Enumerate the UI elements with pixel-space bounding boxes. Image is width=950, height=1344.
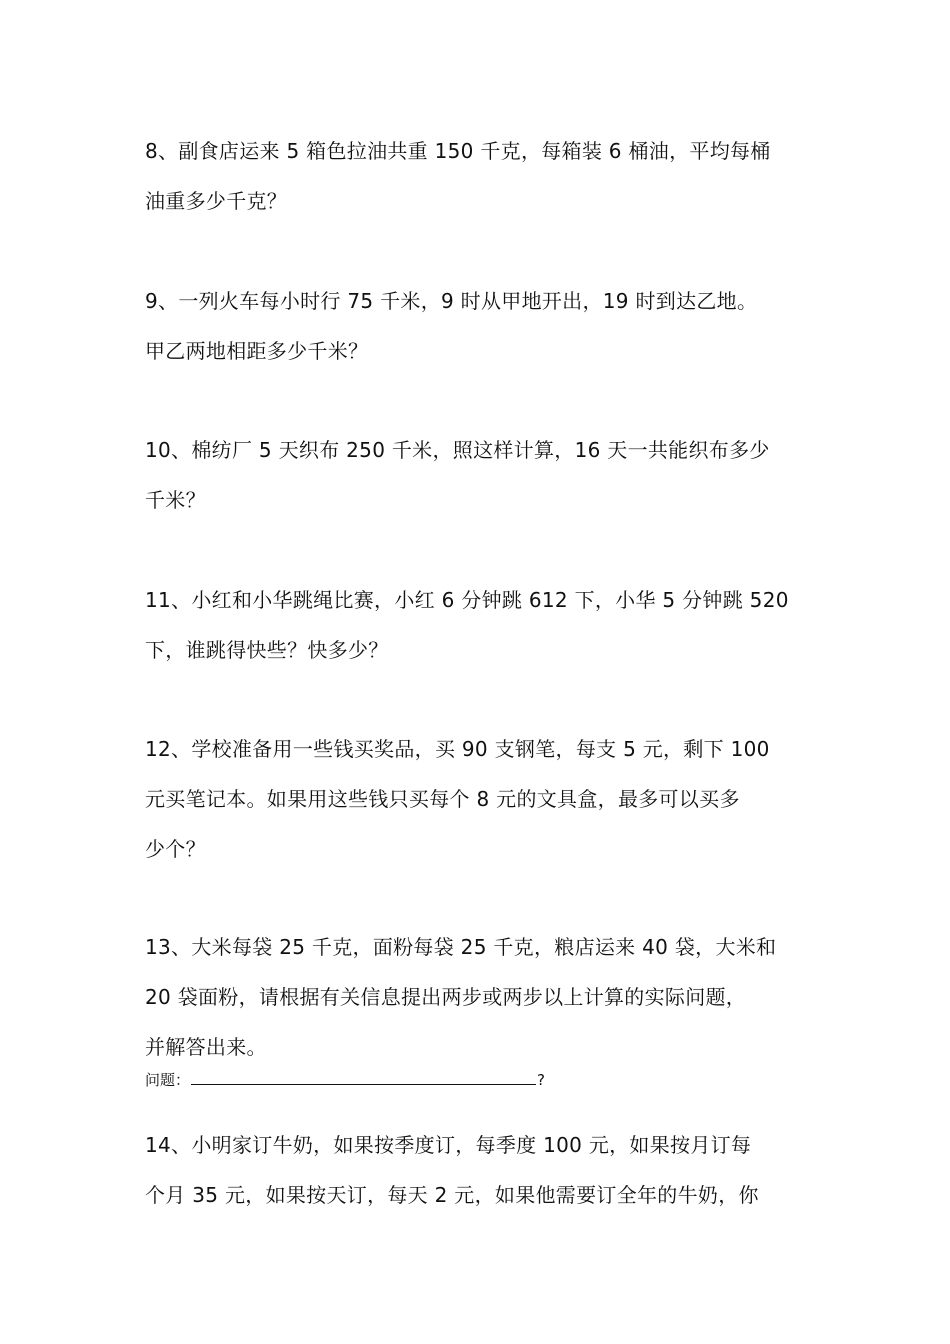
- question-end-mark: ?: [537, 1071, 545, 1089]
- problem-9-line-2: 甲乙两地相距多少千米？: [145, 339, 369, 363]
- problem-13: [145, 922, 810, 1072]
- question-blank[interactable]: [191, 1070, 536, 1085]
- problem-8-line-1: 8、副食店运来 5 箱色拉油共重 150 千克，每箱装 6 桶油，平均每桶: [145, 139, 771, 163]
- problem-13-line-3: 并解答出来。: [145, 1035, 267, 1059]
- problem-10-line-1: 10、棉纺厂 5 天织布 250 千米，照这样计算，16 天一共能织布多少: [145, 438, 770, 462]
- problem-9-line-1: 9、一列火车每小时行 75 千米，9 时从甲地开出，19 时到达乙地。: [145, 289, 758, 313]
- problem-14-line-2: 个月 35 元，如果按天订，每天 2 元，如果他需要订全年的牛奶，你: [145, 1183, 759, 1207]
- question-prompt: [145, 1070, 545, 1090]
- problem-13-line-1: 13、大米每袋 25 千克，面粉每袋 25 千克，粮店运来 40 袋，大米和: [145, 935, 777, 959]
- problem-8: [145, 126, 810, 226]
- problem-12-line-2: 元买笔记本。如果用这些钱只买每个 8 元的文具盒，最多可以买多: [145, 787, 740, 811]
- problem-11-line-2: 下，谁跳得快些？快多少？: [145, 638, 389, 662]
- problem-12-line-3: 少个？: [145, 837, 206, 861]
- problem-11-line-1: 11、小红和小华跳绳比赛，小红 6 分钟跳 612 下，小华 5 分钟跳 520: [145, 588, 789, 612]
- problem-10: [145, 425, 810, 525]
- question-label: 问题：: [145, 1071, 191, 1089]
- problem-11: [145, 575, 810, 675]
- problem-12-line-1: 12、学校准备用一些钱买奖品，买 90 支钢笔，每支 5 元，剩下 100: [145, 737, 770, 761]
- problem-14-line-1: 14、小明家订牛奶，如果按季度订，每季度 100 元，如果按月订每: [145, 1133, 752, 1157]
- problem-12: [145, 724, 810, 874]
- problem-14: [145, 1120, 810, 1220]
- problem-13-line-2: 20 袋面粉，请根据有关信息提出两步或两步以上计算的实际问题，: [145, 985, 747, 1009]
- problem-8-line-2: 油重多少千克？: [145, 189, 288, 213]
- problem-10-line-2: 千米？: [145, 488, 206, 512]
- problem-9: [145, 276, 810, 376]
